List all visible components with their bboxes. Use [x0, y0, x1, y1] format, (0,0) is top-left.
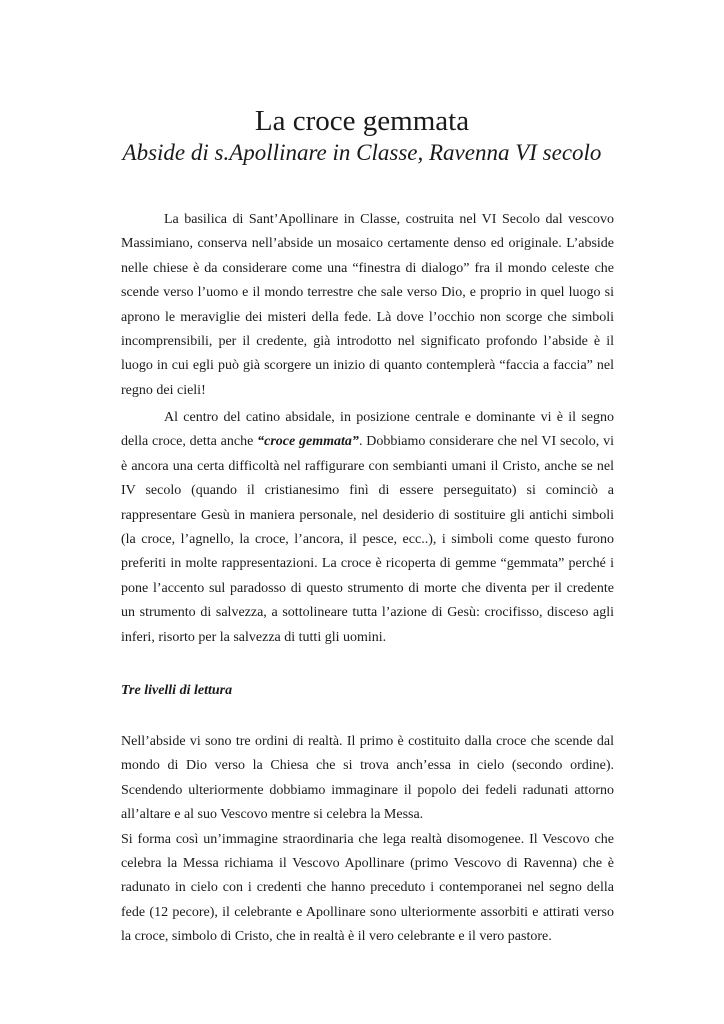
- paragraph-1: La basilica di Sant’Apollinare in Classe, costruita nel VI Secolo dal vescovo Massimiano, conserva nell’abside un mosaico certamente denso ed originale. L’abside nelle chiese è da considerare come una “finestra di dialogo” fra il mondo celeste che scende verso l’uomo e il mondo terrestre che sale verso Dio, e proprio in quel luogo si aprono le meraviglie dei misteri della fede. Là dove l’occhio non scorge che simboli incomprensibili, per il credente, già introdotto nel significato profondo l’abside è il luogo in cui egli può già scorgere un inizio di quanto contemplerà “faccia a faccia” nel regno dei cieli!: [121, 212, 614, 398]
- intro-block: [121, 208, 614, 403]
- paragraph-3: Nell’abside vi sono tre ordini di realtà. Il primo è costituito dalla croce che scende dal mondo di Dio verso la Chiesa che si trova anch’essa in cielo (secondo ordine). Scendendo ulteriormente dobbiamo immaginare il popolo dei fedeli radunati attorno all’altare e al suo Vescovo mentre si celebra la Messa.: [121, 734, 614, 823]
- page-title: La croce gemmata: [254, 105, 470, 137]
- croce-gemmata-emphasis: “croce gemmata”: [257, 434, 359, 450]
- paragraph-2-start: Al centro del catino absidale, in posizione centrale e dominante vi è il segno della croce, detta anche: [121, 410, 614, 450]
- paragraph-2: [121, 406, 614, 650]
- levels-block: [121, 730, 614, 950]
- section-heading: Tre livelli di lettura: [121, 683, 233, 698]
- page-subtitle: Abside di s.Apollinare in Classe, Ravenna VI secolo: [122, 140, 602, 165]
- paragraph-4: Si forma così un’immagine straordinaria che lega realtà disomogenee. Il Vescovo che celebra la Messa richiama il Vescovo Apollinare (primo Vescovo di Ravenna) che è radunato in cielo con i credenti che hanno preceduto i contemporanei nel segno della fede (12 pecore), il celebrante e Apollinare sono ulteriormente assorbiti e attirati verso la croce, simbolo di Cristo, che in realtà è il vero celebrante e il vero pastore.: [121, 831, 614, 945]
- cross-block: [121, 406, 614, 650]
- paragraph-2-end: . Dobbiamo considerare che nel VI secolo, vi è ancora una certa difficoltà nel raffigurare con sembianti umani il Cristo, anche se nel IV secolo (quando il cristianesimo finì di essere perseguitato) si cominciò a rappresentare Gesù in maniera personale, nel desiderio di sostituire gli antichi simboli (la croce, l’agnello, la croce, l’ancora, il pesce, ecc..), i simboli come questo furono preferiti in molte rappresentazioni. La croce è ricoperta di gemme “gemmata” perché i pone l’accento sul paradosso di questo strumento di morte che diventa per il credente un strumento di salvezza, a sottolineare tutta l’azione di Gesù: crocifisso, disceso agli inferi, risorto per la salvezza di tutti gli uomini.: [121, 434, 614, 645]
